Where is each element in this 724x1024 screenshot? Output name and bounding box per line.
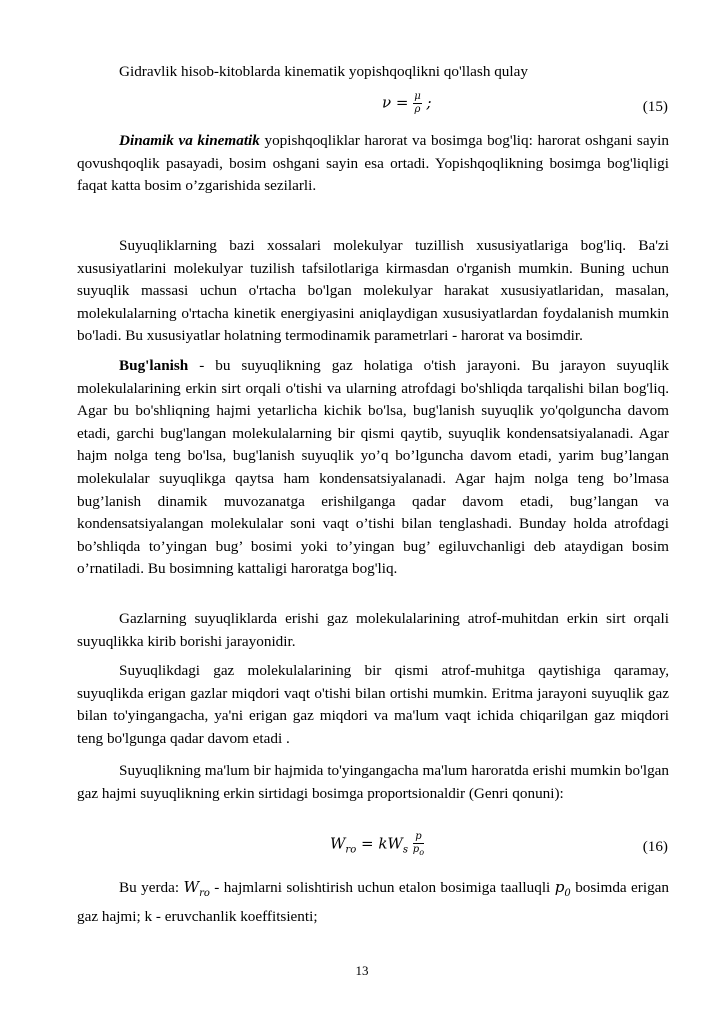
- where-end: bosimda erigan gaz hajmi; k - eruvchanlik koeffitsienti;: [77, 879, 670, 925]
- paragraph-gas-dissolution: Gazlarning suyuqliklarda erishi gaz molekulalarining atrof-muhitdan erkin sirt orqali suyuqlikka kirib borishi jarayonidir.: [77, 610, 669, 650]
- equation-16: [330, 832, 424, 857]
- eq16-denominator: [413, 844, 424, 857]
- equation-16-number: (16): [642, 838, 668, 855]
- where-symbol-p-base: p: [554, 878, 565, 896]
- paragraph-viscosity-text: yopishqoqliklar harorat va bosimga bog'liq: harorat oshgani sayin qovushqoqlik pasayadi, bosim oshgani sayin esa ortadi. Yopishqoqlikning bosimga bog'liqligi faqat katta bosim o’zgarishida sezilarli.: [77, 132, 669, 195]
- paragraph-solution-process: Suyuqlikdagi gaz molekulalarining bir qismi atrof-muhitga qaytishiga qaramay, suyuqlikda erigan gazlar miqdori vaqt o'tishi bilan ortishi mumkin. Eritma jarayoni suyuqlik gaz bilan to'yingangacha, ya'ni erigan gaz miqdori va ma'lum vaqt ichida chiqarilgan gaz miqdori teng bo'lgunga qadar davom etadi .: [77, 662, 669, 747]
- equation-15-number: (15): [642, 98, 668, 115]
- eq16-mid: = kW: [356, 834, 403, 853]
- paragraph-evaporation-text: - bu suyuqlikning gaz holatiga o'tish jarayoni. Bu jarayon suyuqlik molekulalarining erkin sirt orqali o'tishi va ularning atrofdagi bo'shliqda tarqalishi bilan bog'liq. Agar bu bo'shliqning hajmi yetarlicha kichik bo'lsa, bug'lanish suyuqlik yo'qolguncha davom etadi, garchi bug'langan molekulalarning bir qismi qaytib, suyuqlik kondensatsiyalanadi. Agar hajm nolga teng bo'lsa, bug'lanish suyuqlik yo’q bo’lguncha davom etadi, yarim bug’langan molekulalar suyuqlikga qaytsa ham kondensatsiyalanadi. Agar hajm nolga teng bo’lmasa bug’lanish dinamik muvozanatga erishilganga qadar davom etadi, bug’langan va kondensatsiyalangan molekulalar soni vaqt o’tishi bilan tenglashadi. Bunday holda atrofdagi bo’shliqda to’yingan bug’ bosimi yoki to’yingan bug’ egiluvchanligi deb ataydigan bosim o’rnatiladi. Bu bosimning kattaligi haroratga bog'liq.: [77, 357, 669, 578]
- eq15-tail: ;: [426, 93, 432, 112]
- where-middle: - hajmlarni solishtirish uchun etalon bosimiga taalluqli: [209, 879, 555, 896]
- eq16-numerator: p: [413, 832, 424, 844]
- eq16-den-sub: o: [419, 848, 425, 857]
- where-symbol-w-sub: ro: [199, 888, 210, 900]
- paragraph-properties: Suyuqliklarning bazi xossalari molekulyar tuzillish xususiyatlariga bog'liq. Ba'zi xususiyatlarini molekulyar tuzilish tafsilotlariga kirmasdan o'rganish mumkin. Buning uchun suyuqlik massasi uchun o'rtacha bo'lgan molekulyar harakat xususiyatlaridan, masalan, molekulalarning o'rtacha kinetik energiyasini aniqlaydigan xususiyatlardan foydalanish mumkin bo'ladi. Bu xususiyatlar holatning termodinamik parametrlari - harorat va bosimdir.: [77, 237, 669, 345]
- paragraph-evaporation: [77, 355, 669, 581]
- eq16-den-base: p: [412, 844, 420, 855]
- where-symbol-w: [183, 878, 210, 900]
- eq15-lhs: ν =: [382, 93, 409, 112]
- eq15-denominator: ρ: [414, 104, 421, 115]
- where-start: Bu yerda:: [119, 879, 184, 896]
- eq16-fraction: [413, 832, 424, 857]
- paragraph-henry-law: Suyuqlikning ma'lum bir hajmida to'yingangacha ma'lum haroratda erishi mumkin bo'lgan gaz hajmi suyuqlikning erkin sirtidagi bosimga proportsionaldir (Genri qonuni):: [77, 762, 669, 802]
- paragraph-evaporation-lead: Bug'lanish: [119, 357, 189, 374]
- where-symbol-p: [554, 878, 571, 900]
- where-symbol-p-sub: 0: [564, 888, 571, 900]
- eq16-mid-sub: s: [402, 844, 408, 856]
- eq16-lhs-sub: ro: [345, 844, 357, 856]
- paragraph-viscosity: [77, 130, 669, 198]
- where-symbol-w-base: W: [183, 878, 200, 896]
- eq15-numerator: μ: [414, 91, 421, 102]
- page-number: 13: [355, 963, 369, 978]
- eq15-fraction: [413, 92, 422, 115]
- equation-15: [382, 92, 432, 115]
- intro-line: Gidravlik hisob-kitoblarda kinematik yopishqoqlikni qo'llash qulay: [119, 63, 528, 80]
- eq16-lhs: W: [330, 834, 346, 853]
- paragraph-where: [77, 876, 669, 928]
- paragraph-viscosity-lead: Dinamik va kinematik: [119, 132, 260, 149]
